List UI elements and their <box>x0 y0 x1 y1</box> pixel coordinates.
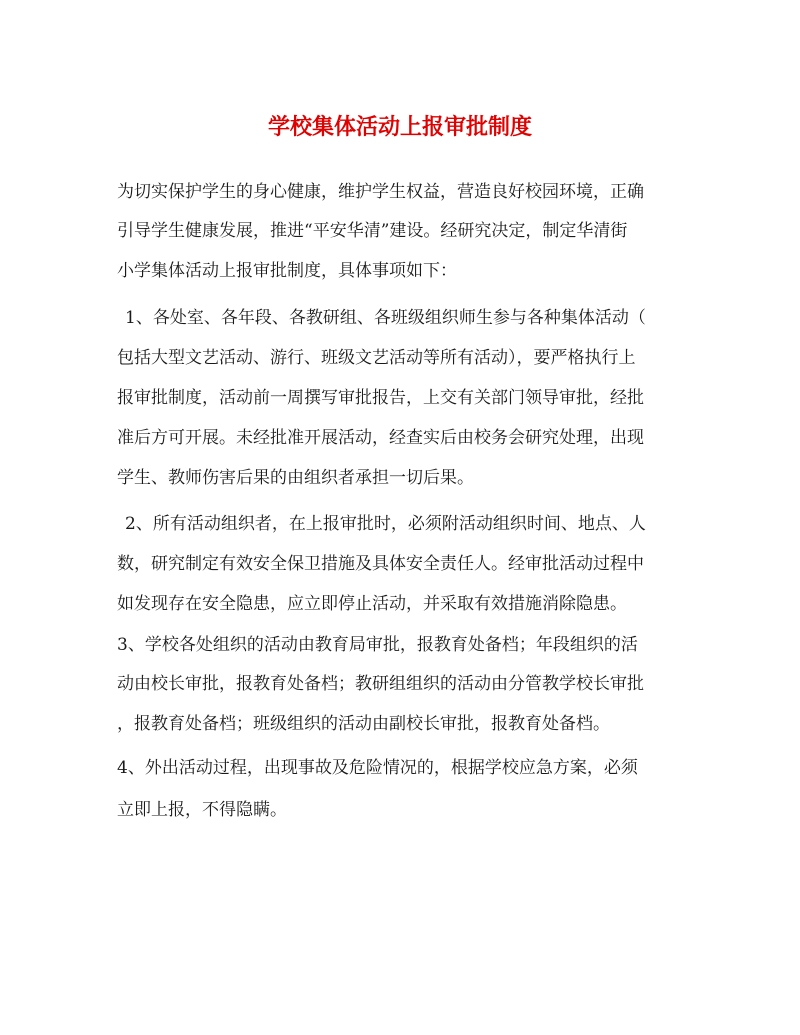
paragraph-line: 立即上报，不得隐瞒。 <box>117 800 287 820</box>
paragraph-line: 学生、教师伤害后果的由组织者承担一切后果。 <box>117 468 474 488</box>
document-title: 学校集体活动上报审批制度 <box>267 114 532 140</box>
paragraph-line: 小学集体活动上报审批制度，具体事项如下： <box>117 261 457 281</box>
paragraph-line: 数，研究制定有效安全保卫措施及具体安全责任人。经审批活动过程中 <box>117 554 644 574</box>
paragraph-line: 引导学生健康发展，推进“平安华清”建设。经研究决定，制定华清街 <box>117 221 628 241</box>
paragraph-line: ，报教育处备档；班级组织的活动由副校长审批，报教育处备档。 <box>117 714 610 734</box>
paragraph-line: 准后方可开展。未经批准开展活动，经查实后由校务会研究处理，出现 <box>117 428 644 448</box>
paragraph-line: 报审批制度，活动前一周撰写审批报告，上交有关部门领导审批，经批 <box>117 388 644 408</box>
paragraph-line: 为切实保护学生的身心健康，维护学生权益，营造良好校园环境，正确 <box>117 182 644 202</box>
paragraph-line: 4、外出活动过程，出现事故及危险情况的，根据学校应急方案，必须 <box>117 758 638 778</box>
paragraph-line: 包括大型文艺活动、游行、班级文艺活动等所有活动），要严格执行上 <box>117 348 636 368</box>
paragraph-line: 如发现存在安全隐患，应立即停止活动，并采取有效措施消除隐患。 <box>117 594 627 614</box>
paragraph-line: 动由校长审批，报教育处备档；教研组组织的活动由分管教学校长审批 <box>117 674 644 694</box>
paragraph-line: 1、各处室、各年段、各教研组、各班级组织师生参与各种集体活动（ <box>125 308 646 328</box>
paragraph-line: 2、所有活动组织者，在上报审批时，必须附活动组织时间、地点、人 <box>125 514 646 534</box>
paragraph-line: 3、学校各处组织的活动由教育局审批，报教育处备档；年段组织的活 <box>117 635 638 655</box>
